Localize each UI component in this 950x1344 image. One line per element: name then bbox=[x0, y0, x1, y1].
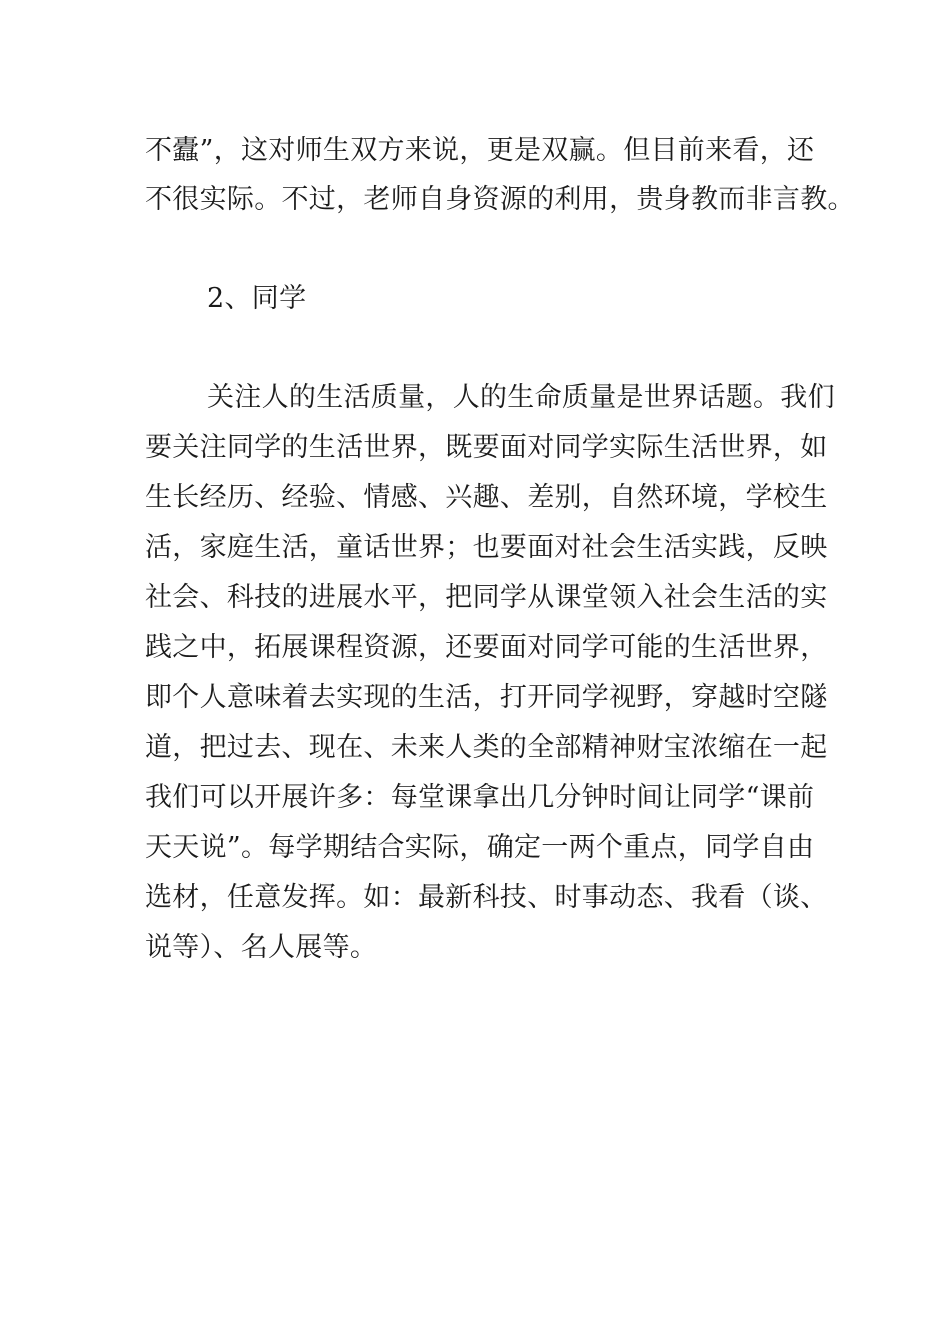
section-heading: 2、同学 bbox=[207, 283, 307, 314]
paragraph-line: 选材，任意发挥。如：最新科技、时事动态、我看（谈、 bbox=[145, 882, 828, 913]
paragraph-line: 即个人意味着去实现的生活，打开同学视野，穿越时空隧 bbox=[145, 682, 828, 713]
paragraph-line: 天天说”。每学期结合实际，确定一两个重点，同学自由 bbox=[145, 832, 815, 863]
paragraph-line: 关注人的生活质量，人的生命质量是世界话题。我们 bbox=[207, 382, 835, 413]
paragraph-line: 不蠹”，这对师生双方来说，更是双赢。但目前来看，还 bbox=[145, 135, 815, 166]
paragraph-line: 生长经历、经验、情感、兴趣、差别，自然环境，学校生 bbox=[145, 482, 828, 513]
paragraph-line: 不很实际。不过，老师自身资源的利用，贵身教而非言教。 bbox=[145, 184, 855, 215]
paragraph-line: 活，家庭生活，童话世界；也要面对社会生活实践，反映 bbox=[145, 532, 828, 563]
paragraph-line: 说等）、名人展等。 bbox=[145, 932, 378, 963]
paragraph-line: 道，把过去、现在、未来人类的全部精神财宝浓缩在一起 bbox=[145, 732, 828, 763]
paragraph-line: 社会、科技的进展水平，把同学从课堂领入社会生活的实 bbox=[145, 582, 828, 613]
paragraph-line: 践之中，拓展课程资源，还要面对同学可能的生活世界， bbox=[145, 632, 828, 663]
paragraph-line: 要关注同学的生活世界，既要面对同学实际生活世界，如 bbox=[145, 432, 828, 463]
paragraph-line: 我们可以开展许多：每堂课拿出几分钟时间让同学“课前 bbox=[145, 782, 815, 813]
